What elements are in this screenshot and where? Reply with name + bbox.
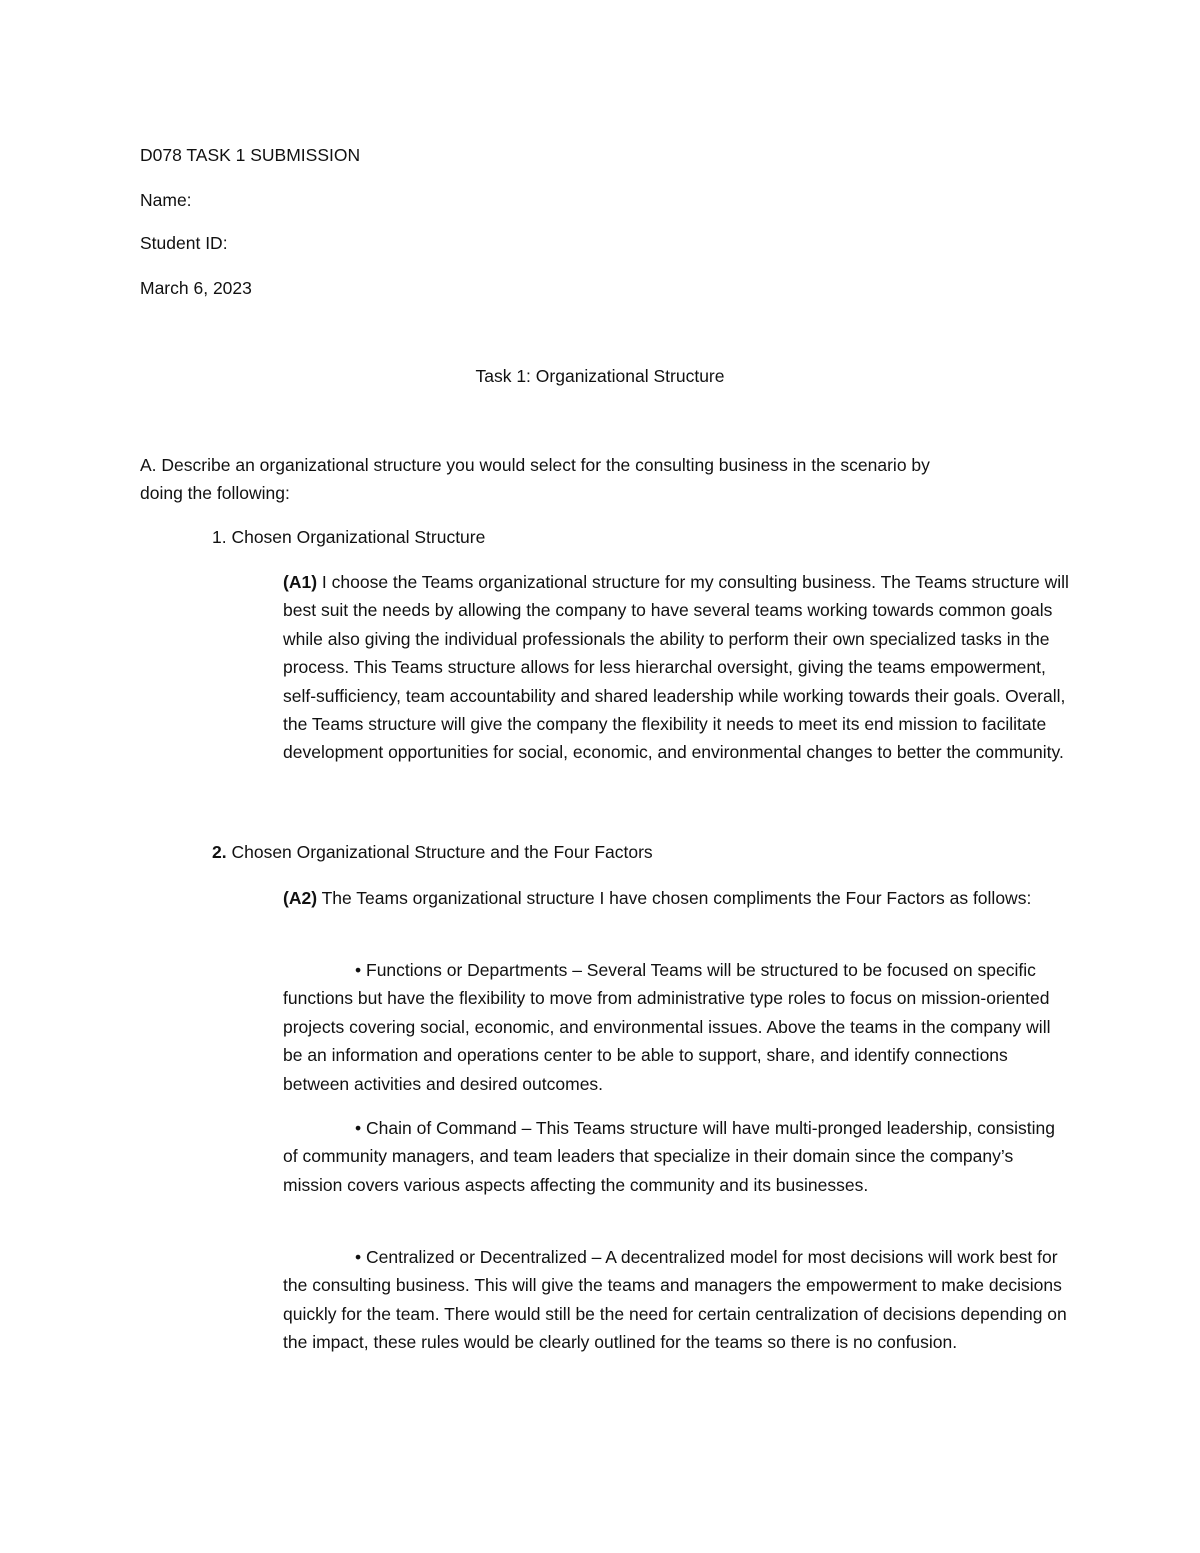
bullet-icon: • (355, 1118, 362, 1138)
item1-tag: (A1) (283, 572, 318, 592)
item1-body: I choose the Teams organizational structure for my consulting business. The Teams structure will best suit the needs by allowing the company to have several teams working towards common goals while also giving the individual professionals the ability to perform their own specialized tasks in the process. This Teams structure allows for less hierarchal oversight, giving the teams empowerment, self-sufficiency, team accountability and shared leadership while working towards their goals. Overall, the Teams structure will give the company the flexibility it needs to meet its end mission to facilitate development opportunities for social, economic, and environmental changes to better the community. (283, 572, 1069, 763)
name-label: Name: (140, 190, 192, 210)
bullet-centralization (283, 1243, 1073, 1357)
section-a-prompt (140, 455, 930, 476)
bullet-icon: • (355, 1247, 362, 1267)
item2-heading-text: Chosen Organizational Structure and the Four Factors (226, 842, 653, 862)
bullet-centralization-text: Centralized or Decentralized – A decentralized model for most decisions will work best for the consulting business. This will give the teams and managers the empowerment to make decisions quickly for the team. There would still be the need for certain centralization of decisions depending on the impact, these rules would be clearly outlined for the teams so there is no confusion. (283, 1247, 1067, 1353)
item1-heading: 1. Chosen Organizational Structure (212, 527, 486, 547)
task-heading: Task 1: Organizational Structure (475, 366, 725, 386)
bullet-functions-text: Functions or Departments – Several Teams will be structured to be focused on specific functions but have the flexibility to move from administrative type roles to focus on mission-oriented projects covering social, economic, and environmental issues. Above the teams in the company will be an information and operations center to be able to support, share, and identify connections between activities and desired outcomes. (283, 960, 1051, 1094)
item2-intro (283, 884, 1073, 912)
section-a-prompt-line2: doing the following: (140, 483, 290, 503)
bullet-chain-of-command (283, 1114, 1073, 1199)
item1-answer (283, 568, 1073, 767)
section-a-marker: A. (140, 455, 157, 475)
item2-intro-text: The Teams organizational structure I have chosen compliments the Four Factors as follows: (317, 888, 1032, 908)
bullet-functions (283, 956, 1073, 1098)
bullet-icon: • (355, 960, 362, 980)
student-id-label: Student ID: (140, 233, 228, 253)
item2-tag: (A2) (283, 888, 318, 908)
submission-date: March 6, 2023 (140, 278, 252, 298)
item2-number: 2. (212, 842, 227, 862)
item2-heading (212, 842, 653, 863)
bullet-chain-text: Chain of Command – This Teams structure will have multi-pronged leadership, consisting of community managers, and team leaders that specialize in their domain since the company’s mission covers various aspects affecting the community and its businesses. (283, 1118, 1055, 1195)
submission-title: D078 TASK 1 SUBMISSION (140, 145, 361, 165)
section-a-prompt-line1: Describe an organizational structure you would select for the consulting business in the scenario by (161, 455, 930, 475)
